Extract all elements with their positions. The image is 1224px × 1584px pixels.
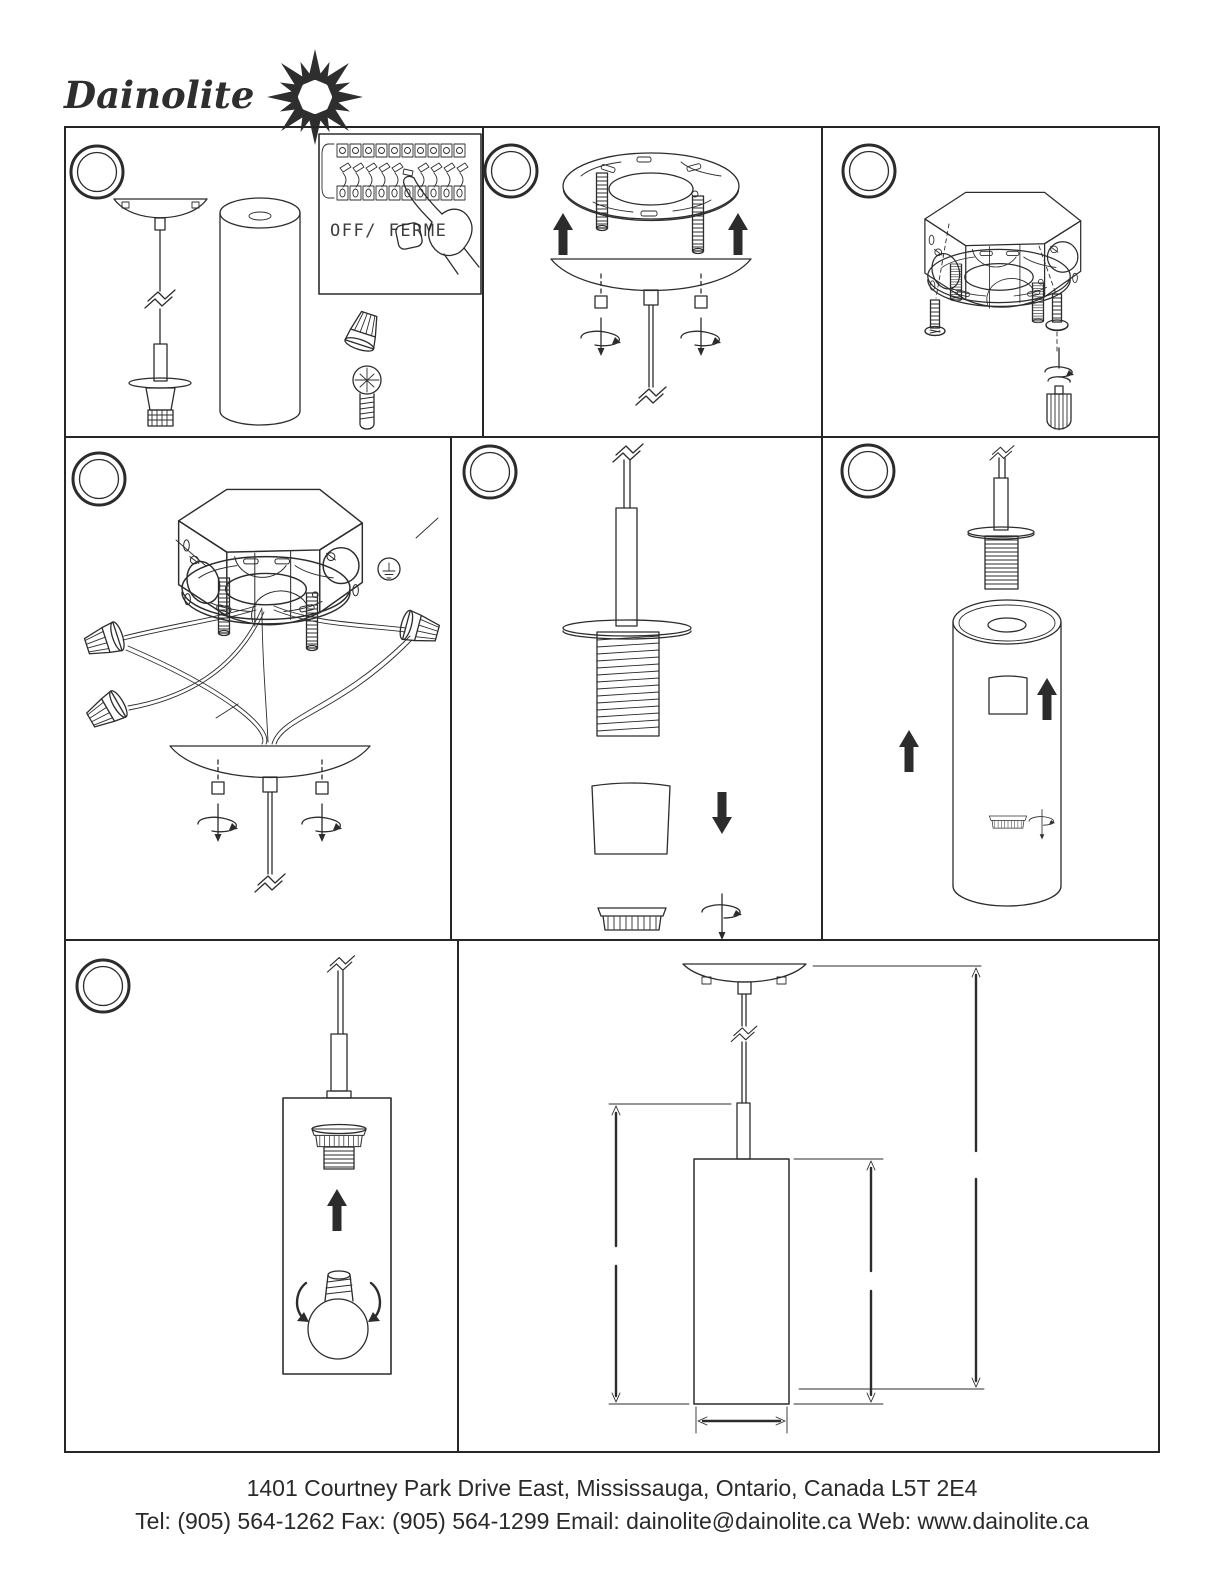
step-5-panel: [452, 438, 821, 939]
step-circle-icon: [73, 453, 125, 505]
dimension-diagram-panel: [459, 941, 1158, 1451]
screw-icon: [353, 366, 381, 429]
pendant-assembly-drawing: [114, 199, 207, 426]
ground-symbol-icon: [378, 558, 400, 580]
up-arrow-icon: [553, 213, 573, 255]
wire-nut-icon: [343, 309, 383, 353]
finial-rotation-drawing: [198, 760, 238, 842]
dimension-line: [609, 1104, 731, 1404]
step-3-panel: [823, 128, 1158, 436]
shade-outline-drawing: [283, 1098, 391, 1374]
breaker-off-label: OFF/ FERME: [330, 221, 448, 241]
brand-logo-text: Dainolite: [64, 73, 255, 117]
up-arrow-icon: [728, 213, 748, 255]
finished-fixture-drawing: [683, 964, 806, 1404]
dimension-line: [696, 1407, 787, 1433]
socket-stem-drawing: [563, 444, 691, 736]
finial-rotation-drawing: [681, 274, 721, 356]
threaded-standoff: [597, 173, 608, 231]
socket-drawing: [312, 1125, 366, 1170]
ring-nut-icon: [598, 908, 666, 930]
canopy-drawing: [170, 746, 370, 892]
cylinder-shade-drawing: [220, 198, 300, 425]
junction-box-drawing: [179, 489, 363, 626]
light-bulb-icon: [297, 1271, 380, 1359]
step-6-panel: [823, 438, 1158, 939]
junction-box-drawing: [925, 192, 1081, 308]
socket-cup-drawing: [989, 676, 1027, 714]
wire-nut-icon: [82, 620, 126, 660]
socket-cup-drawing: [592, 783, 670, 854]
step-circle-icon: [464, 446, 516, 498]
footer-contact-block: [0, 1472, 1224, 1538]
canopy-drawing: [551, 259, 751, 405]
footer-contacts: Tel: (905) 564-1262 Fax: (905) 564-1299 Email: dainolite@dainolite.ca Web: www.dainolite.ca: [135, 1508, 1089, 1534]
up-arrow-icon: [1037, 678, 1057, 720]
rotation-arrow-icon: [1029, 810, 1055, 840]
ring-nut-icon: [989, 816, 1026, 828]
step-circle-icon: [71, 146, 123, 198]
finial-rotation-drawing: [581, 274, 621, 356]
screwdriver-icon: [1045, 348, 1074, 430]
mounting-screw-icon: [1046, 294, 1068, 331]
dimension-line: [799, 966, 984, 1389]
mounting-plate-drawing: [563, 153, 739, 220]
step-circle-icon: [77, 960, 129, 1012]
pendant-cord-drawing: [327, 956, 355, 1098]
step-circle-icon: [843, 145, 895, 197]
dimension-line: [794, 1159, 883, 1404]
rotation-arrow-icon: [702, 894, 742, 940]
power-off-inset: [319, 134, 481, 294]
down-arrow-icon: [712, 792, 732, 834]
step-circle-icon: [842, 445, 894, 497]
socket-stem-drawing: [968, 446, 1034, 589]
mounting-screw-icon: [925, 300, 945, 336]
breaker-panel-drawing: [322, 144, 468, 200]
up-arrow-icon: [899, 730, 919, 772]
supply-wires-drawing: [123, 518, 438, 744]
wire-nut-icon: [83, 689, 130, 733]
up-arrow-icon: [327, 1189, 347, 1231]
step-circle-icon: [485, 145, 537, 197]
finial-rotation-drawing: [302, 760, 342, 842]
step-7-panel: [66, 941, 457, 1451]
step-1-panel: [66, 128, 482, 436]
step-2-panel: [484, 128, 821, 436]
cylinder-shade-drawing: [953, 600, 1061, 906]
step-4-panel: [66, 438, 450, 939]
footer-address: 1401 Courtney Park Drive East, Mississauga, Ontario, Canada L5T 2E4: [246, 1475, 978, 1501]
